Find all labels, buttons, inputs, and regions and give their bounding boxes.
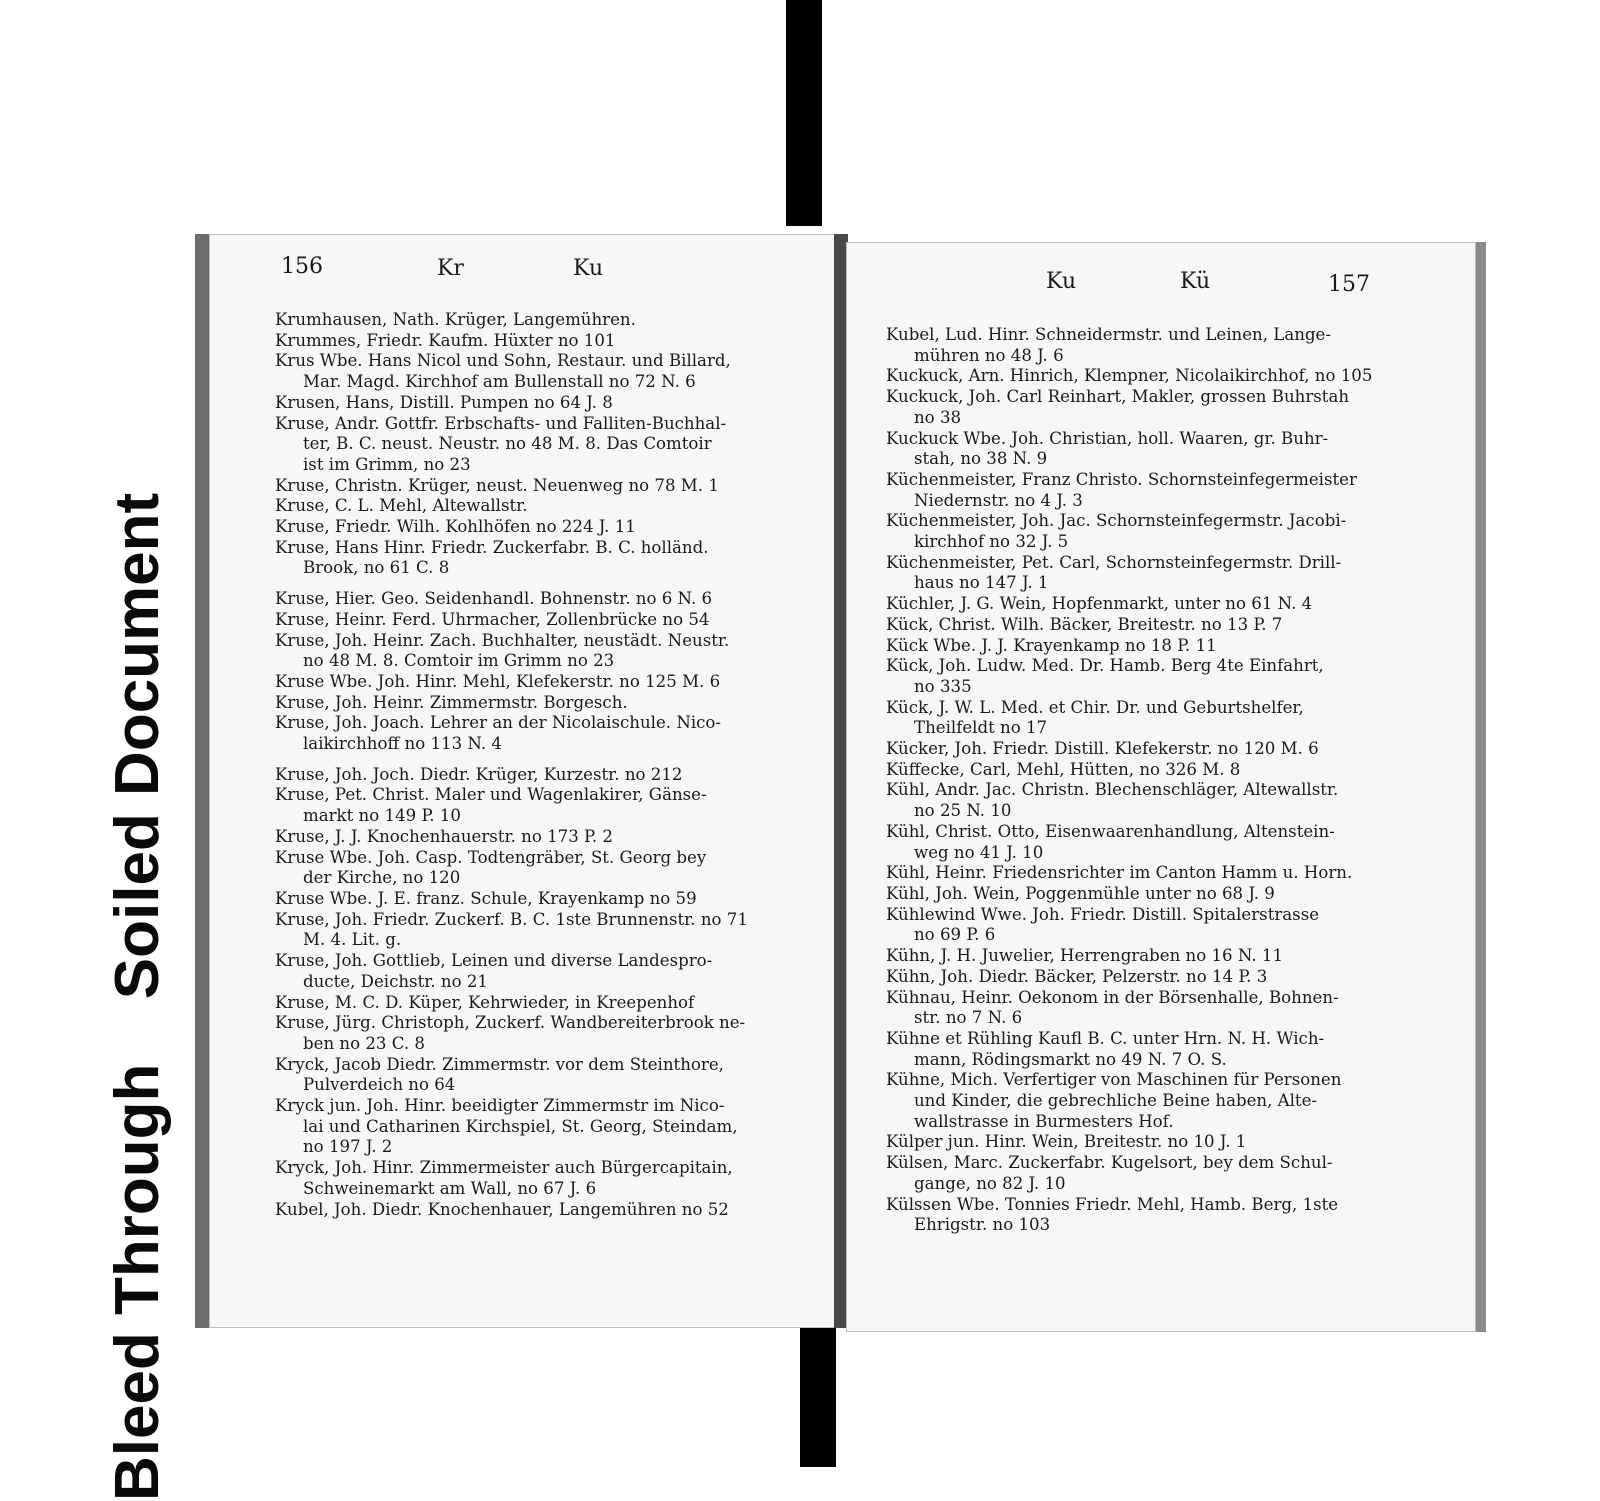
entry-continuation-line: kirchhof no 32 J. 5 — [914, 532, 1069, 552]
entry-line: Küchler, J. G. Wein, Hopfenmarkt, unter no 61 N. 4 — [886, 594, 1313, 614]
directory-entries-right — [886, 325, 1384, 1236]
directory-entry — [886, 511, 1384, 552]
directory-entry — [275, 310, 775, 331]
entry-line: Kruse, Joh. Heinr. Zimmermstr. Borgesch. — [275, 692, 628, 712]
directory-entry — [886, 1132, 1384, 1153]
entry-line: Kruse, Heinr. Ferd. Uhrmacher, Zollenbrücke no 54 — [275, 609, 710, 629]
right-page — [846, 242, 1486, 1332]
entry-line: Küchenmeister, Franz Christo. Schornsteinfegermeister — [886, 469, 1357, 489]
directory-entry — [886, 780, 1384, 821]
entry-line: Kück, Joh. Ludw. Med. Dr. Hamb. Berg 4te Einfahrt, — [886, 656, 1324, 676]
entry-line: Kück, Christ. Wilh. Bäcker, Breitestr. no 13 P. 7 — [886, 614, 1283, 634]
entry-continuation-line: no 48 M. 8. Comtoir im Grimm no 23 — [303, 651, 615, 671]
entry-line: Kücker, Joh. Friedr. Distill. Klefekerstr. no 120 M. 6 — [886, 739, 1319, 759]
directory-entry — [275, 496, 775, 517]
directory-entries-left — [275, 310, 775, 1220]
entry-continuation-line: markt no 149 P. 10 — [303, 806, 461, 826]
entry-line: Kruse, Hier. Geo. Seidenhandl. Bohnenstr. no 6 N. 6 — [275, 589, 713, 609]
directory-entry — [275, 951, 775, 992]
directory-entry — [886, 946, 1384, 967]
entry-line: Kruse, J. J. Knochenhauerstr. no 173 P. 2 — [275, 826, 613, 846]
directory-entry — [275, 476, 775, 497]
directory-entry — [275, 331, 775, 352]
entry-continuation-line: gange, no 82 J. 10 — [914, 1173, 1066, 1193]
entry-line: Krummes, Friedr. Kaufm. Hüxter no 101 — [275, 330, 616, 350]
directory-entry — [275, 1013, 775, 1054]
entry-line: Kryck, Jacob Diedr. Zimmermstr. vor dem Steinthore, — [275, 1054, 724, 1074]
entry-continuation-line: no 69 P. 6 — [914, 925, 996, 945]
directory-entry — [886, 615, 1384, 636]
directory-entry — [275, 1200, 775, 1221]
entry-continuation-line: no 38 — [914, 407, 962, 427]
entry-continuation-line: und Kinder, die gebrechliche Beine haben, Alte- — [914, 1091, 1318, 1111]
entry-line: Kruse, M. C. D. Küper, Kehrwieder, in Kreepenhof — [275, 992, 695, 1012]
directory-entry — [275, 1096, 775, 1158]
entry-continuation-line: der Kirche, no 120 — [303, 868, 461, 888]
directory-entry — [275, 848, 775, 889]
directory-entry — [886, 884, 1384, 905]
directory-entry — [886, 1070, 1384, 1132]
entry-line: Krus Wbe. Hans Nicol und Sohn, Restaur. und Billard, — [275, 351, 731, 371]
directory-entry — [275, 631, 775, 672]
page-number-left: 156 — [281, 254, 323, 279]
archive-stamp — [88, 240, 188, 1501]
entry-continuation-line: stah, no 38 N. 9 — [914, 449, 1048, 469]
entry-continuation-line: ter, B. C. neust. Neustr. no 48 M. 8. Das Comtoir — [303, 434, 712, 454]
directory-entry — [886, 863, 1384, 884]
entry-line: Kühl, Heinr. Friedensrichter im Canton Hamm u. Horn. — [886, 863, 1353, 883]
directory-entry — [886, 470, 1384, 511]
directory-entry — [275, 993, 775, 1014]
directory-entry — [275, 589, 775, 610]
directory-entry — [886, 429, 1384, 470]
entry-continuation-line: M. 4. Lit. g. — [303, 930, 402, 950]
entry-continuation-line: wallstrasse in Burmesters Hof. — [914, 1111, 1174, 1131]
entry-line: Kühnau, Heinr. Oekonom in der Börsenhalle, Bohnen- — [886, 987, 1339, 1007]
entry-continuation-line: Niedernstr. no 4 J. 3 — [914, 490, 1083, 510]
entry-line: Kühl, Christ. Otto, Eisenwaarenhandlung, Altenstein- — [886, 821, 1335, 841]
directory-entry — [275, 785, 775, 826]
entry-continuation-line: no 25 N. 10 — [914, 801, 1012, 821]
running-head-left-last: Ku — [573, 256, 604, 281]
directory-entry — [886, 967, 1384, 988]
entry-continuation-line: lai und Catharinen Kirchspiel, St. Georg, Steindam, — [303, 1116, 738, 1136]
entry-continuation-line: no 335 — [914, 676, 972, 696]
entry-line: Kück Wbe. J. J. Krayenkamp no 18 P. 11 — [886, 635, 1217, 655]
entry-line: Kruse, Hans Hinr. Friedr. Zuckerfabr. B. C. holländ. — [275, 537, 709, 557]
entry-line: Kühl, Andr. Jac. Christn. Blechenschläger, Altewallstr. — [886, 780, 1339, 800]
entry-continuation-line: haus no 147 J. 1 — [914, 573, 1049, 593]
directory-entry — [886, 636, 1384, 657]
directory-entry — [886, 1029, 1384, 1070]
stamp-bleed-through: Bleed Through — [103, 1063, 172, 1501]
entry-line: Kruse Wbe. Joh. Hinr. Mehl, Klefekerstr. no 125 M. 6 — [275, 671, 721, 691]
entry-line: Kruse, Joh. Gottlieb, Leinen und diverse Landespro- — [275, 951, 713, 971]
entry-line: Kruse, Andr. Gottfr. Erbschafts- und Falliten-Buchhal- — [275, 413, 727, 433]
entry-line: Külper jun. Hinr. Wein, Breitestr. no 10 J. 1 — [886, 1132, 1247, 1152]
entry-continuation-line: str. no 7 N. 6 — [914, 1008, 1023, 1028]
entry-continuation-line: ist im Grimm, no 23 — [303, 454, 471, 474]
entry-line: Kruse, Joh. Heinr. Zach. Buchhalter, neustädt. Neustr. — [275, 630, 730, 650]
running-head-right-first: Ku — [1046, 269, 1077, 294]
entry-line: Kruse, Jürg. Christoph, Zuckerf. Wandbereiterbrook ne- — [275, 1013, 746, 1033]
entry-continuation-line: mann, Rödingsmarkt no 49 N. 7 O. S. — [914, 1049, 1227, 1069]
directory-entry — [886, 366, 1384, 387]
directory-entry — [886, 739, 1384, 760]
scan-bar-bottom — [800, 1312, 836, 1467]
left-page — [195, 234, 835, 1328]
entry-line: Kryck, Joh. Hinr. Zimmermeister auch Bürgercapitain, — [275, 1158, 733, 1178]
directory-entry — [275, 889, 775, 910]
directory-entry — [886, 1195, 1384, 1236]
directory-entry — [886, 594, 1384, 615]
directory-entry — [275, 393, 775, 414]
entry-continuation-line: weg no 41 J. 10 — [914, 842, 1044, 862]
directory-entry — [275, 910, 775, 951]
directory-entry — [275, 414, 775, 476]
entry-line: Kück, J. W. L. Med. et Chir. Dr. und Geburtshelfer, — [886, 697, 1304, 717]
directory-entry — [275, 517, 775, 538]
entry-line: Kuckuck, Arn. Hinrich, Klempner, Nicolaikirchhof, no 105 — [886, 366, 1373, 386]
directory-entry — [886, 387, 1384, 428]
directory-entry — [886, 988, 1384, 1029]
entry-line: Kryck jun. Joh. Hinr. beeidigter Zimmermstr im Nico- — [275, 1096, 725, 1116]
entry-line: Kruse, Joh. Friedr. Zuckerf. B. C. 1ste Brunnenstr. no 71 — [275, 909, 748, 929]
entry-line: Krumhausen, Nath. Krüger, Langemühren. — [275, 310, 636, 329]
entry-continuation-line: Mar. Magd. Kirchhof am Bullenstall no 72 N. 6 — [303, 372, 696, 392]
stamp-soiled-document: Soiled Document — [103, 492, 172, 1000]
directory-entry — [275, 693, 775, 714]
entry-line: Kubel, Joh. Diedr. Knochenhauer, Langemühren no 52 — [275, 1199, 729, 1219]
directory-entry — [275, 713, 775, 754]
entry-line: Küffecke, Carl, Mehl, Hütten, no 326 M. 8 — [886, 759, 1241, 779]
entry-line: Kubel, Lud. Hinr. Schneidermstr. und Leinen, Lange- — [886, 325, 1331, 344]
entry-continuation-line: no 197 J. 2 — [303, 1137, 393, 1157]
entry-continuation-line: Schweinemarkt am Wall, no 67 J. 6 — [303, 1178, 597, 1198]
directory-entry — [886, 325, 1384, 366]
entry-line: Küchenmeister, Pet. Carl, Schornsteinfegermstr. Drill- — [886, 552, 1342, 572]
entry-line: Külssen Wbe. Tonnies Friedr. Mehl, Hamb. Berg, 1ste — [886, 1194, 1339, 1214]
scan-bar-top — [786, 0, 822, 226]
directory-entry — [886, 905, 1384, 946]
directory-entry — [275, 538, 775, 579]
directory-entry — [275, 765, 775, 786]
directory-entry — [886, 553, 1384, 594]
entry-line: Küchenmeister, Joh. Jac. Schornsteinfegermstr. Jacobi- — [886, 511, 1347, 531]
entry-line: Kruse, Joh. Joch. Diedr. Krüger, Kurzestr. no 212 — [275, 764, 683, 784]
entry-line: Kühne, Mich. Verfertiger von Maschinen für Personen — [886, 1070, 1342, 1090]
directory-entry — [275, 351, 775, 392]
directory-entry — [275, 1158, 775, 1199]
entry-line: Kuckuck Wbe. Joh. Christian, holl. Waaren, gr. Buhr- — [886, 428, 1329, 448]
entry-line: Kruse Wbe. Joh. Casp. Todtengräber, St. Georg bey — [275, 847, 707, 867]
directory-entry — [275, 610, 775, 631]
entry-continuation-line: ben no 23 C. 8 — [303, 1033, 425, 1053]
entry-line: Kühlewind Wwe. Joh. Friedr. Distill. Spitalerstrasse — [886, 904, 1320, 924]
directory-entry — [886, 760, 1384, 781]
entry-line: Kruse, Christn. Krüger, neust. Neuenweg no 78 M. 1 — [275, 475, 719, 495]
entry-continuation-line: ducte, Deichstr. no 21 — [303, 971, 488, 991]
running-head-right-last: Kü — [1180, 269, 1211, 294]
running-head-left-first: Kr — [437, 256, 464, 281]
entry-line: Külsen, Marc. Zuckerfabr. Kugelsort, bey dem Schul- — [886, 1153, 1333, 1173]
entry-continuation-line: Ehrigstr. no 103 — [914, 1215, 1051, 1235]
directory-entry — [886, 822, 1384, 863]
entry-line: Kühn, J. H. Juwelier, Herrengraben no 16 N. 11 — [886, 946, 1284, 966]
entry-continuation-line: Pulverdeich no 64 — [303, 1075, 456, 1095]
entry-line: Kühn, Joh. Diedr. Bäcker, Pelzerstr. no 14 P. 3 — [886, 966, 1268, 986]
directory-entry — [275, 827, 775, 848]
entry-line: Krusen, Hans, Distill. Pumpen no 64 J. 8 — [275, 392, 613, 412]
entry-continuation-line: Brook, no 61 C. 8 — [303, 558, 450, 578]
entry-line: Kühne et Rühling Kaufl B. C. unter Hrn. N. H. Wich- — [886, 1028, 1325, 1048]
directory-entry — [886, 1153, 1384, 1194]
entry-line: Kuckuck, Joh. Carl Reinhart, Makler, grossen Buhrstah — [886, 387, 1350, 407]
directory-entry — [275, 672, 775, 693]
directory-entry — [275, 1055, 775, 1096]
entry-continuation-line: laikirchhoff no 113 N. 4 — [303, 734, 502, 754]
entry-line: Kruse Wbe. J. E. franz. Schule, Krayenkamp no 59 — [275, 888, 697, 908]
entry-line: Kruse, Pet. Christ. Maler und Wagenlakirer, Gänse- — [275, 785, 707, 805]
page-number-right: 157 — [1328, 272, 1370, 297]
directory-entry — [886, 698, 1384, 739]
entry-line: Kruse, Friedr. Wilh. Kohlhöfen no 224 J. 11 — [275, 517, 636, 537]
directory-entry — [886, 656, 1384, 697]
entry-continuation-line: mühren no 48 J. 6 — [914, 345, 1064, 365]
entry-continuation-line: Theilfeldt no 17 — [914, 718, 1048, 738]
entry-line: Kruse, Joh. Joach. Lehrer an der Nicolaischule. Nico- — [275, 713, 722, 733]
entry-line: Kruse, C. L. Mehl, Altewallstr. — [275, 496, 528, 516]
entry-line: Kühl, Joh. Wein, Poggenmühle unter no 68 J. 9 — [886, 883, 1275, 903]
